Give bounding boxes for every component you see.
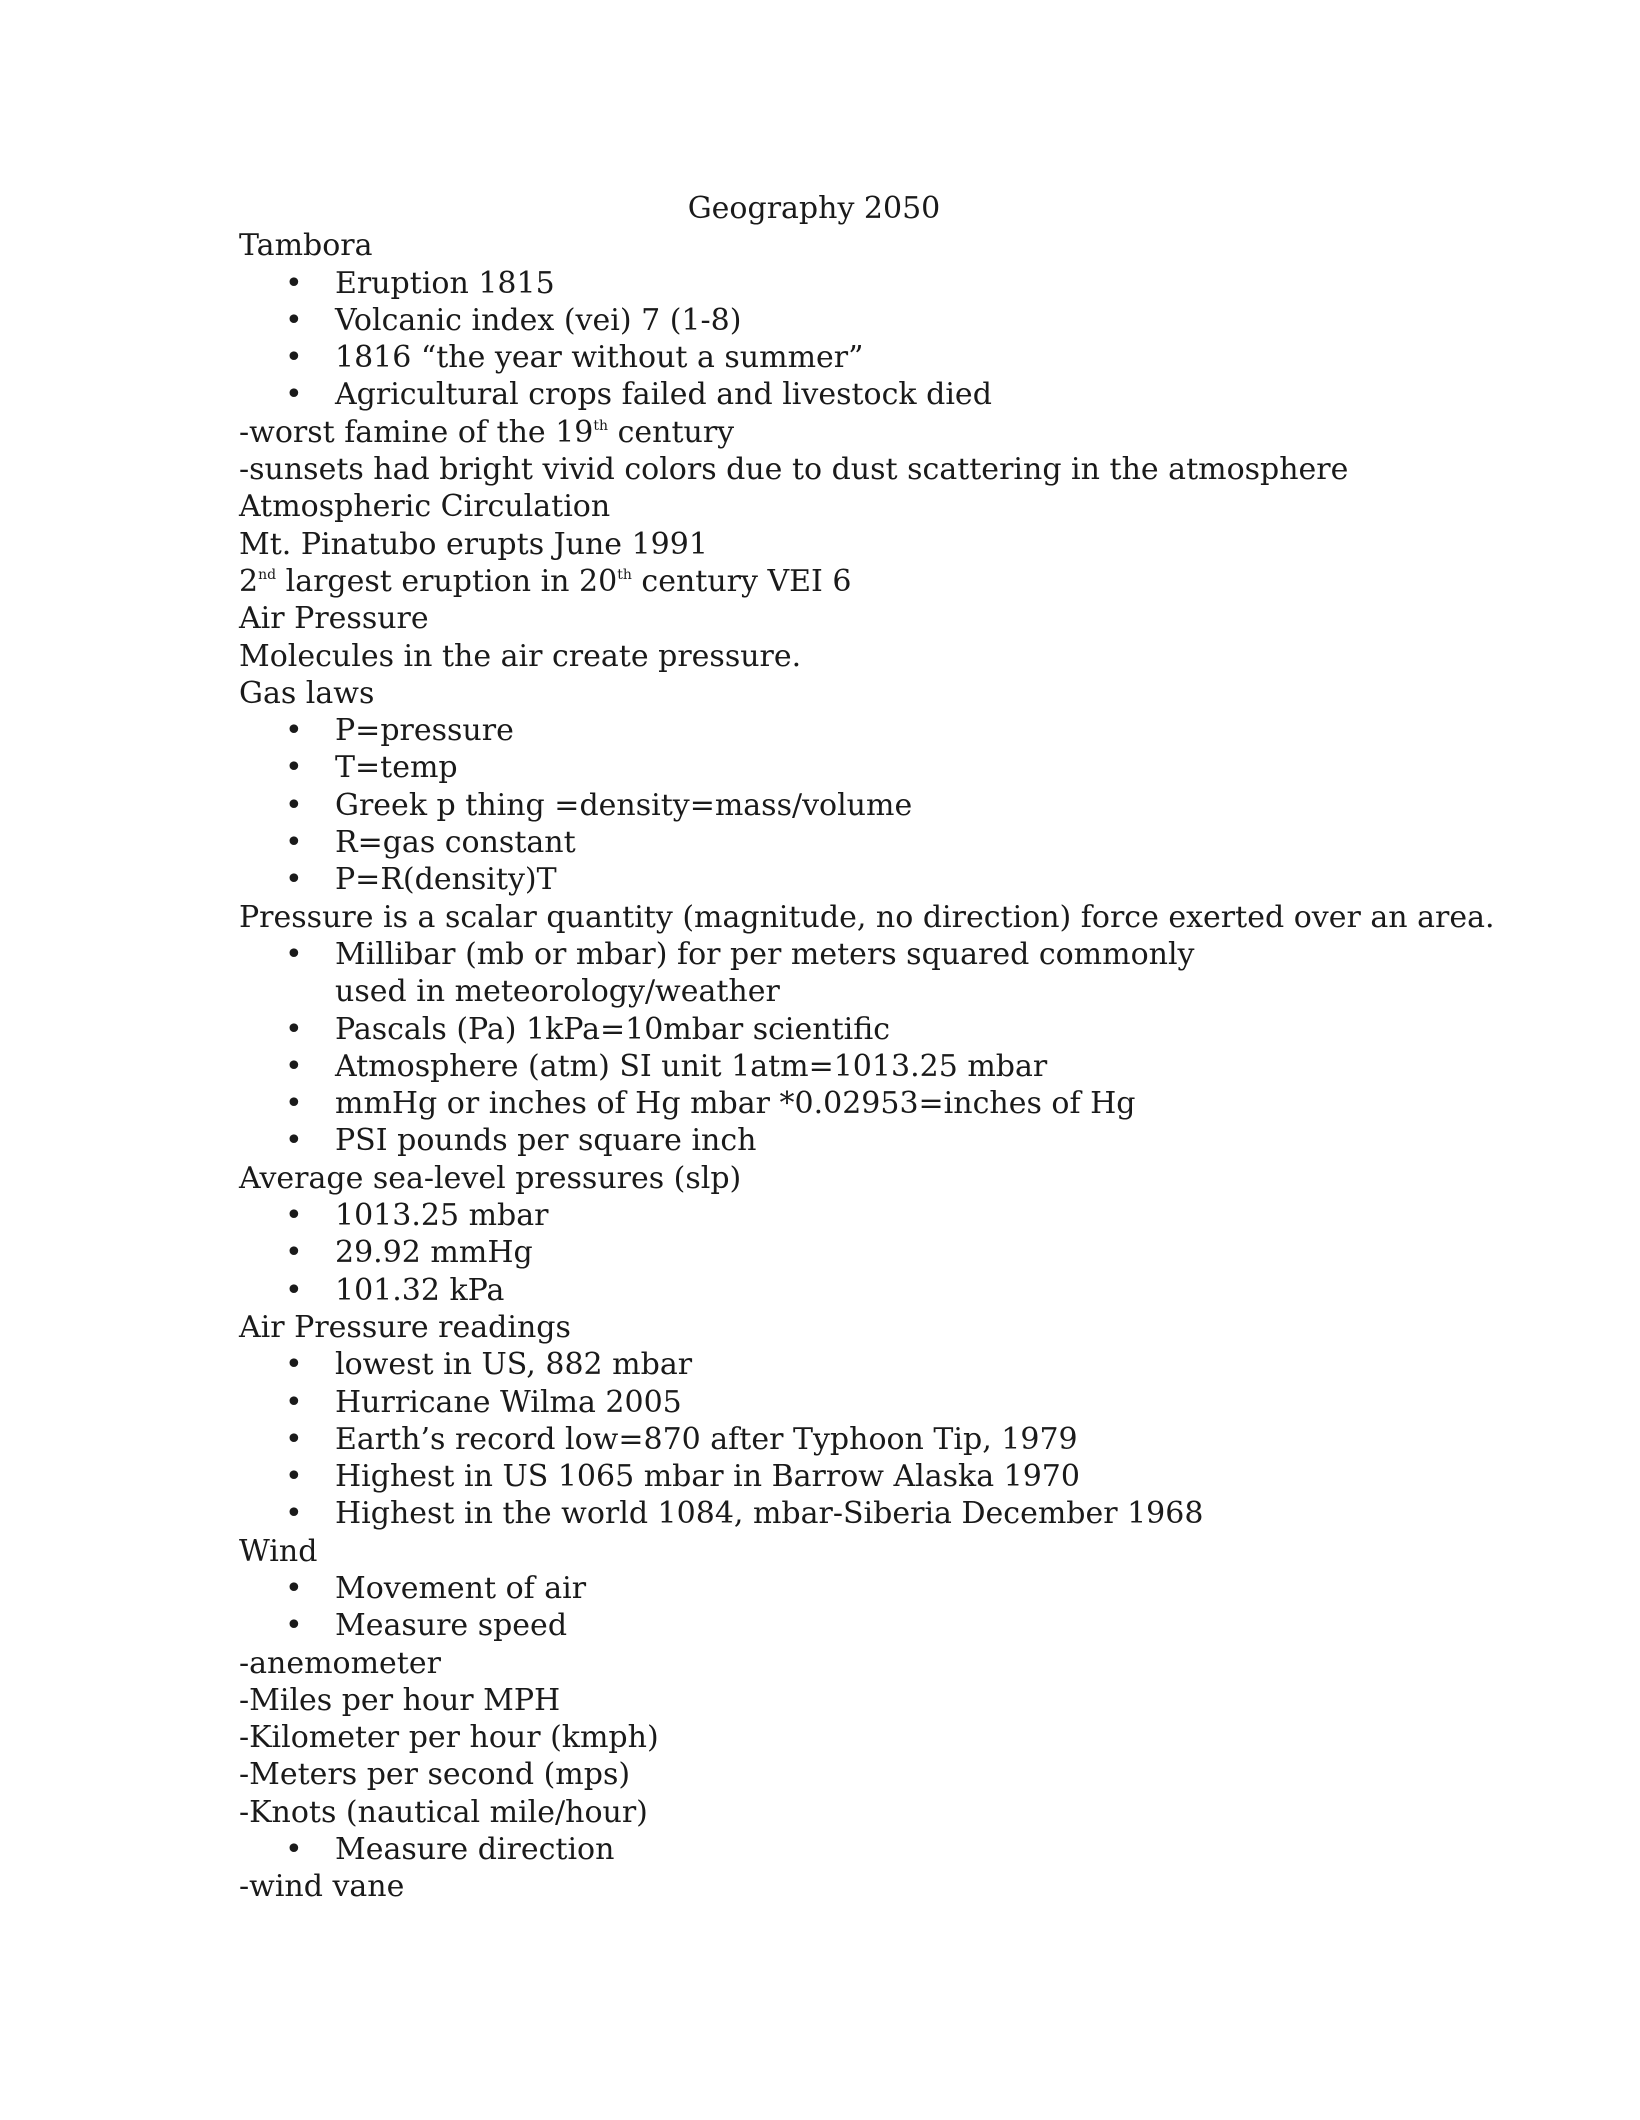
famine-text: -worst famine of the 19	[239, 414, 594, 450]
list-item: • P=R(density)T	[239, 861, 1399, 898]
list-item: • Highest in the world 1084, mbar-Siberia December 1968	[239, 1495, 1399, 1532]
document-body	[239, 190, 1495, 1906]
heading-atmospheric-circulation: Atmospheric Circulation	[239, 489, 611, 525]
heading-tambora: Tambora	[239, 228, 373, 264]
list-item: • Agricultural crops failed and livestock died	[239, 376, 1399, 413]
sunsets-line: -sunsets had bright vivid colors due to dust scattering in the atmosphere	[239, 452, 1349, 488]
heading-air-pressure: Air Pressure	[239, 601, 429, 637]
list-item: • Pascals (Pa) 1kPa=10mbar scientific	[239, 1011, 1399, 1048]
list-item: • PSI pounds per square inch	[239, 1122, 1399, 1159]
list-item: • Movement of air	[239, 1570, 1399, 1607]
speed-line: -anemometer	[239, 1645, 441, 1681]
direction-list	[239, 1831, 1399, 1868]
units-list	[239, 936, 1399, 1160]
list-item: • Atmosphere (atm) SI unit 1atm=1013.25 mbar	[239, 1048, 1399, 1085]
list-item: • Hurricane Wilma 2005	[239, 1384, 1399, 1421]
list-item: • Eruption 1815	[239, 265, 1399, 302]
list-item: • Volcanic index (vei) 7 (1-8)	[239, 302, 1399, 339]
speed-line: -Kilometer per hour (kmph)	[239, 1720, 659, 1756]
list-item: • Greek p thing =density=mass/volume	[239, 787, 1399, 824]
heading-wind: Wind	[239, 1533, 318, 1569]
second-largest-text-end: century VEI 6	[631, 563, 852, 599]
molecules-line: Molecules in the air create pressure.	[239, 638, 802, 674]
heading-slp: Average sea-level pressures (slp)	[239, 1160, 742, 1196]
readings-list	[239, 1346, 1399, 1532]
heading-air-pressure-readings: Air Pressure readings	[239, 1309, 571, 1345]
list-item: • Measure direction	[239, 1831, 1399, 1868]
list-item: • Measure speed	[239, 1607, 1399, 1644]
list-item: • T=temp	[239, 749, 1399, 786]
speed-line: -Knots (nautical mile/hour)	[239, 1794, 648, 1830]
superscript: th	[617, 566, 632, 583]
list-item: • R=gas constant	[239, 824, 1399, 861]
list-item: • mmHg or inches of Hg mbar *0.02953=inches of Hg	[239, 1085, 1399, 1122]
second-largest-text: largest eruption in 20	[276, 563, 618, 599]
slp-list	[239, 1197, 1399, 1309]
second-largest-line	[239, 563, 1399, 600]
list-item: • 1013.25 mbar	[239, 1197, 1399, 1234]
ordinal-number: 2	[239, 563, 259, 599]
list-item: • 101.32 kPa	[239, 1272, 1399, 1309]
pinatubo-line: Mt. Pinatubo erupts June 1991	[239, 526, 708, 562]
heading-gas-laws: Gas laws	[239, 675, 375, 711]
list-item: • lowest in US, 882 mbar	[239, 1346, 1399, 1383]
scalar-line: Pressure is a scalar quantity (magnitude, no direction) force exerted over an area.	[239, 899, 1495, 935]
famine-text-end: century	[608, 414, 735, 450]
speed-line: -Meters per second (mps)	[239, 1757, 631, 1793]
superscript: nd	[258, 566, 277, 583]
gas-laws-list	[239, 712, 1399, 898]
list-item: • Earth’s record low=870 after Typhoon Tip, 1979	[239, 1421, 1399, 1458]
speed-line: -Miles per hour MPH	[239, 1682, 561, 1718]
list-item: • 1816 “the year without a summer”	[239, 339, 1399, 376]
list-item: • Millibar (mb or mbar) for per meters squared commonly used in meteorology/weather	[239, 936, 1275, 1011]
list-item: • 29.92 mmHg	[239, 1234, 1399, 1271]
list-item: • P=pressure	[239, 712, 1399, 749]
wind-vane-line: -wind vane	[239, 1869, 405, 1905]
wind-list	[239, 1570, 1399, 1645]
document-title: Geography 2050	[687, 191, 941, 226]
tambora-list	[239, 265, 1399, 414]
list-item: • Highest in US 1065 mbar in Barrow Alaska 1970	[239, 1458, 1399, 1495]
famine-line	[239, 414, 1399, 451]
superscript: th	[593, 417, 609, 434]
